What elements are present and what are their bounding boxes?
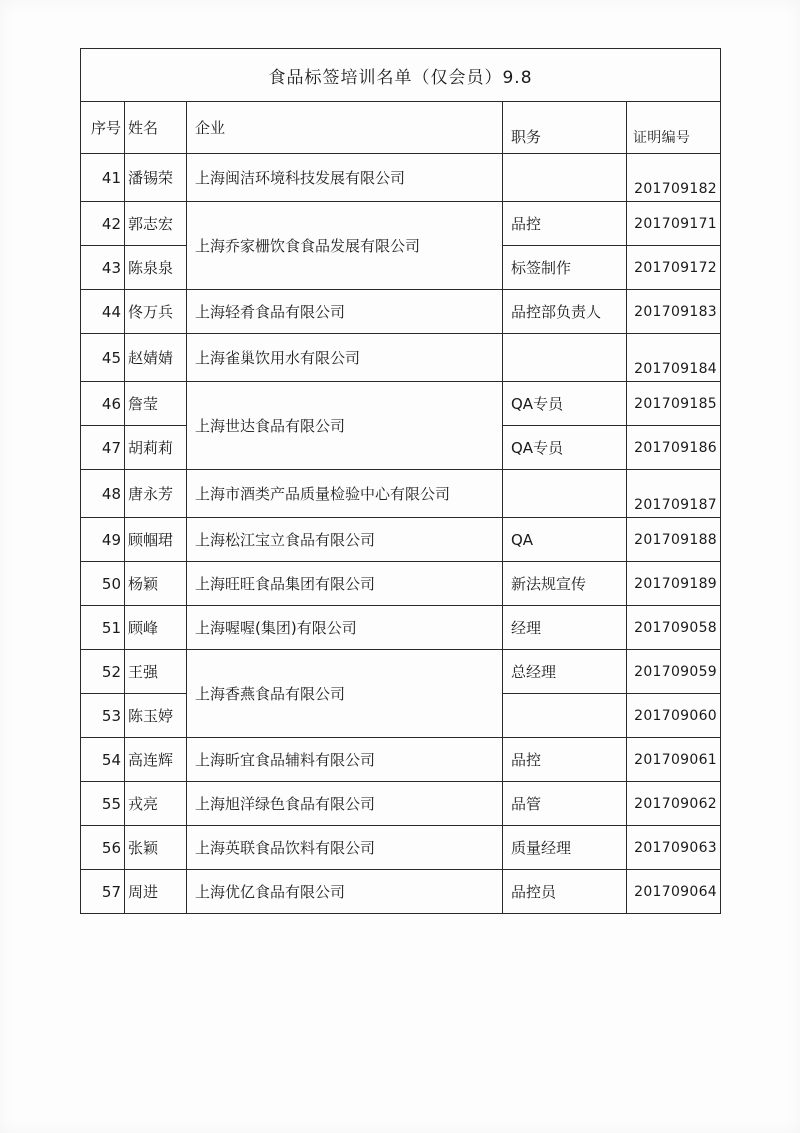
row-name: 杨颖 [125,562,187,606]
row-position [503,154,627,202]
table-row [81,334,721,382]
row-company: 上海市酒类产品质量检验中心有限公司 [187,470,503,518]
table-row [81,870,721,914]
training-roster-sheet [80,48,721,914]
row-company: 上海松江宝立食品有限公司 [187,518,503,562]
row-no: 45 [81,334,125,382]
table-row [81,470,721,518]
row-name: 唐永芳 [125,470,187,518]
row-no: 43 [81,246,125,290]
table-row [81,202,721,246]
row-no: 42 [81,202,125,246]
row-company: 上海旭洋绿色食品有限公司 [187,782,503,826]
row-position: 新法规宣传 [503,562,627,606]
header-cert: 证明编号 [627,102,721,154]
row-position: 质量经理 [503,826,627,870]
row-company: 上海闽洁环境科技发展有限公司 [187,154,503,202]
row-position [503,334,627,382]
row-cert: 201709186 [627,426,721,470]
row-company: 上海香燕食品有限公司 [187,650,503,738]
header-company: 企业 [187,102,503,154]
row-position [503,694,627,738]
row-name: 郭志宏 [125,202,187,246]
row-cert: 201709187 [627,470,721,518]
row-no: 49 [81,518,125,562]
row-position: 经理 [503,606,627,650]
row-position: QA [503,518,627,562]
row-name: 顾峰 [125,606,187,650]
header-position: 职务 [503,102,627,154]
row-cert: 201709061 [627,738,721,782]
row-cert: 201709171 [627,202,721,246]
table-row [81,650,721,694]
row-name: 顾帼珺 [125,518,187,562]
row-position [503,470,627,518]
row-position: 品控部负责人 [503,290,627,334]
row-cert: 201709184 [627,334,721,382]
row-cert: 201709182 [627,154,721,202]
row-company: 上海昕宜食品辅料有限公司 [187,738,503,782]
row-cert: 201709188 [627,518,721,562]
row-cert: 201709172 [627,246,721,290]
table-row [81,382,721,426]
row-cert: 201709185 [627,382,721,426]
row-company: 上海优亿食品有限公司 [187,870,503,914]
header-name: 姓名 [125,102,187,154]
table-row [81,290,721,334]
row-cert: 201709058 [627,606,721,650]
row-position: 品控 [503,738,627,782]
row-no: 44 [81,290,125,334]
row-company: 上海世达食品有限公司 [187,382,503,470]
row-no: 50 [81,562,125,606]
row-no: 46 [81,382,125,426]
row-position: 标签制作 [503,246,627,290]
row-position: QA专员 [503,382,627,426]
row-no: 47 [81,426,125,470]
row-no: 56 [81,826,125,870]
row-company: 上海英联食品饮料有限公司 [187,826,503,870]
row-name: 胡莉莉 [125,426,187,470]
row-no: 51 [81,606,125,650]
row-cert: 201709063 [627,826,721,870]
row-cert: 201709064 [627,870,721,914]
row-company: 上海雀巢饮用水有限公司 [187,334,503,382]
row-name: 高连辉 [125,738,187,782]
row-cert: 201709060 [627,694,721,738]
row-position: QA专员 [503,426,627,470]
row-name: 潘锡荣 [125,154,187,202]
table-row [81,562,721,606]
table-title: 食品标签培训名单（仅会员）9.8 [81,49,721,102]
row-company: 上海轻肴食品有限公司 [187,290,503,334]
row-no: 54 [81,738,125,782]
row-name: 周进 [125,870,187,914]
row-position: 总经理 [503,650,627,694]
row-name: 戎亮 [125,782,187,826]
row-company: 上海旺旺食品集团有限公司 [187,562,503,606]
row-cert: 201709183 [627,290,721,334]
row-no: 41 [81,154,125,202]
header-no: 序号 [81,102,125,154]
row-name: 张颖 [125,826,187,870]
table-row [81,154,721,202]
row-no: 52 [81,650,125,694]
row-cert: 201709062 [627,782,721,826]
row-no: 57 [81,870,125,914]
row-name: 陈泉泉 [125,246,187,290]
row-no: 53 [81,694,125,738]
table-row [81,826,721,870]
title-row [81,49,721,102]
row-name: 王强 [125,650,187,694]
table-row [81,782,721,826]
row-position: 品管 [503,782,627,826]
roster-table [80,48,721,914]
table-row [81,518,721,562]
header-row [81,102,721,154]
row-position: 品控 [503,202,627,246]
row-name: 陈玉婷 [125,694,187,738]
row-company: 上海喔喔(集团)有限公司 [187,606,503,650]
table-row [81,738,721,782]
table-row [81,606,721,650]
row-cert: 201709059 [627,650,721,694]
row-no: 55 [81,782,125,826]
row-company: 上海乔家栅饮食食品发展有限公司 [187,202,503,290]
row-name: 詹莹 [125,382,187,426]
row-name: 赵婧婧 [125,334,187,382]
row-no: 48 [81,470,125,518]
row-name: 佟万兵 [125,290,187,334]
row-position: 品控员 [503,870,627,914]
row-cert: 201709189 [627,562,721,606]
